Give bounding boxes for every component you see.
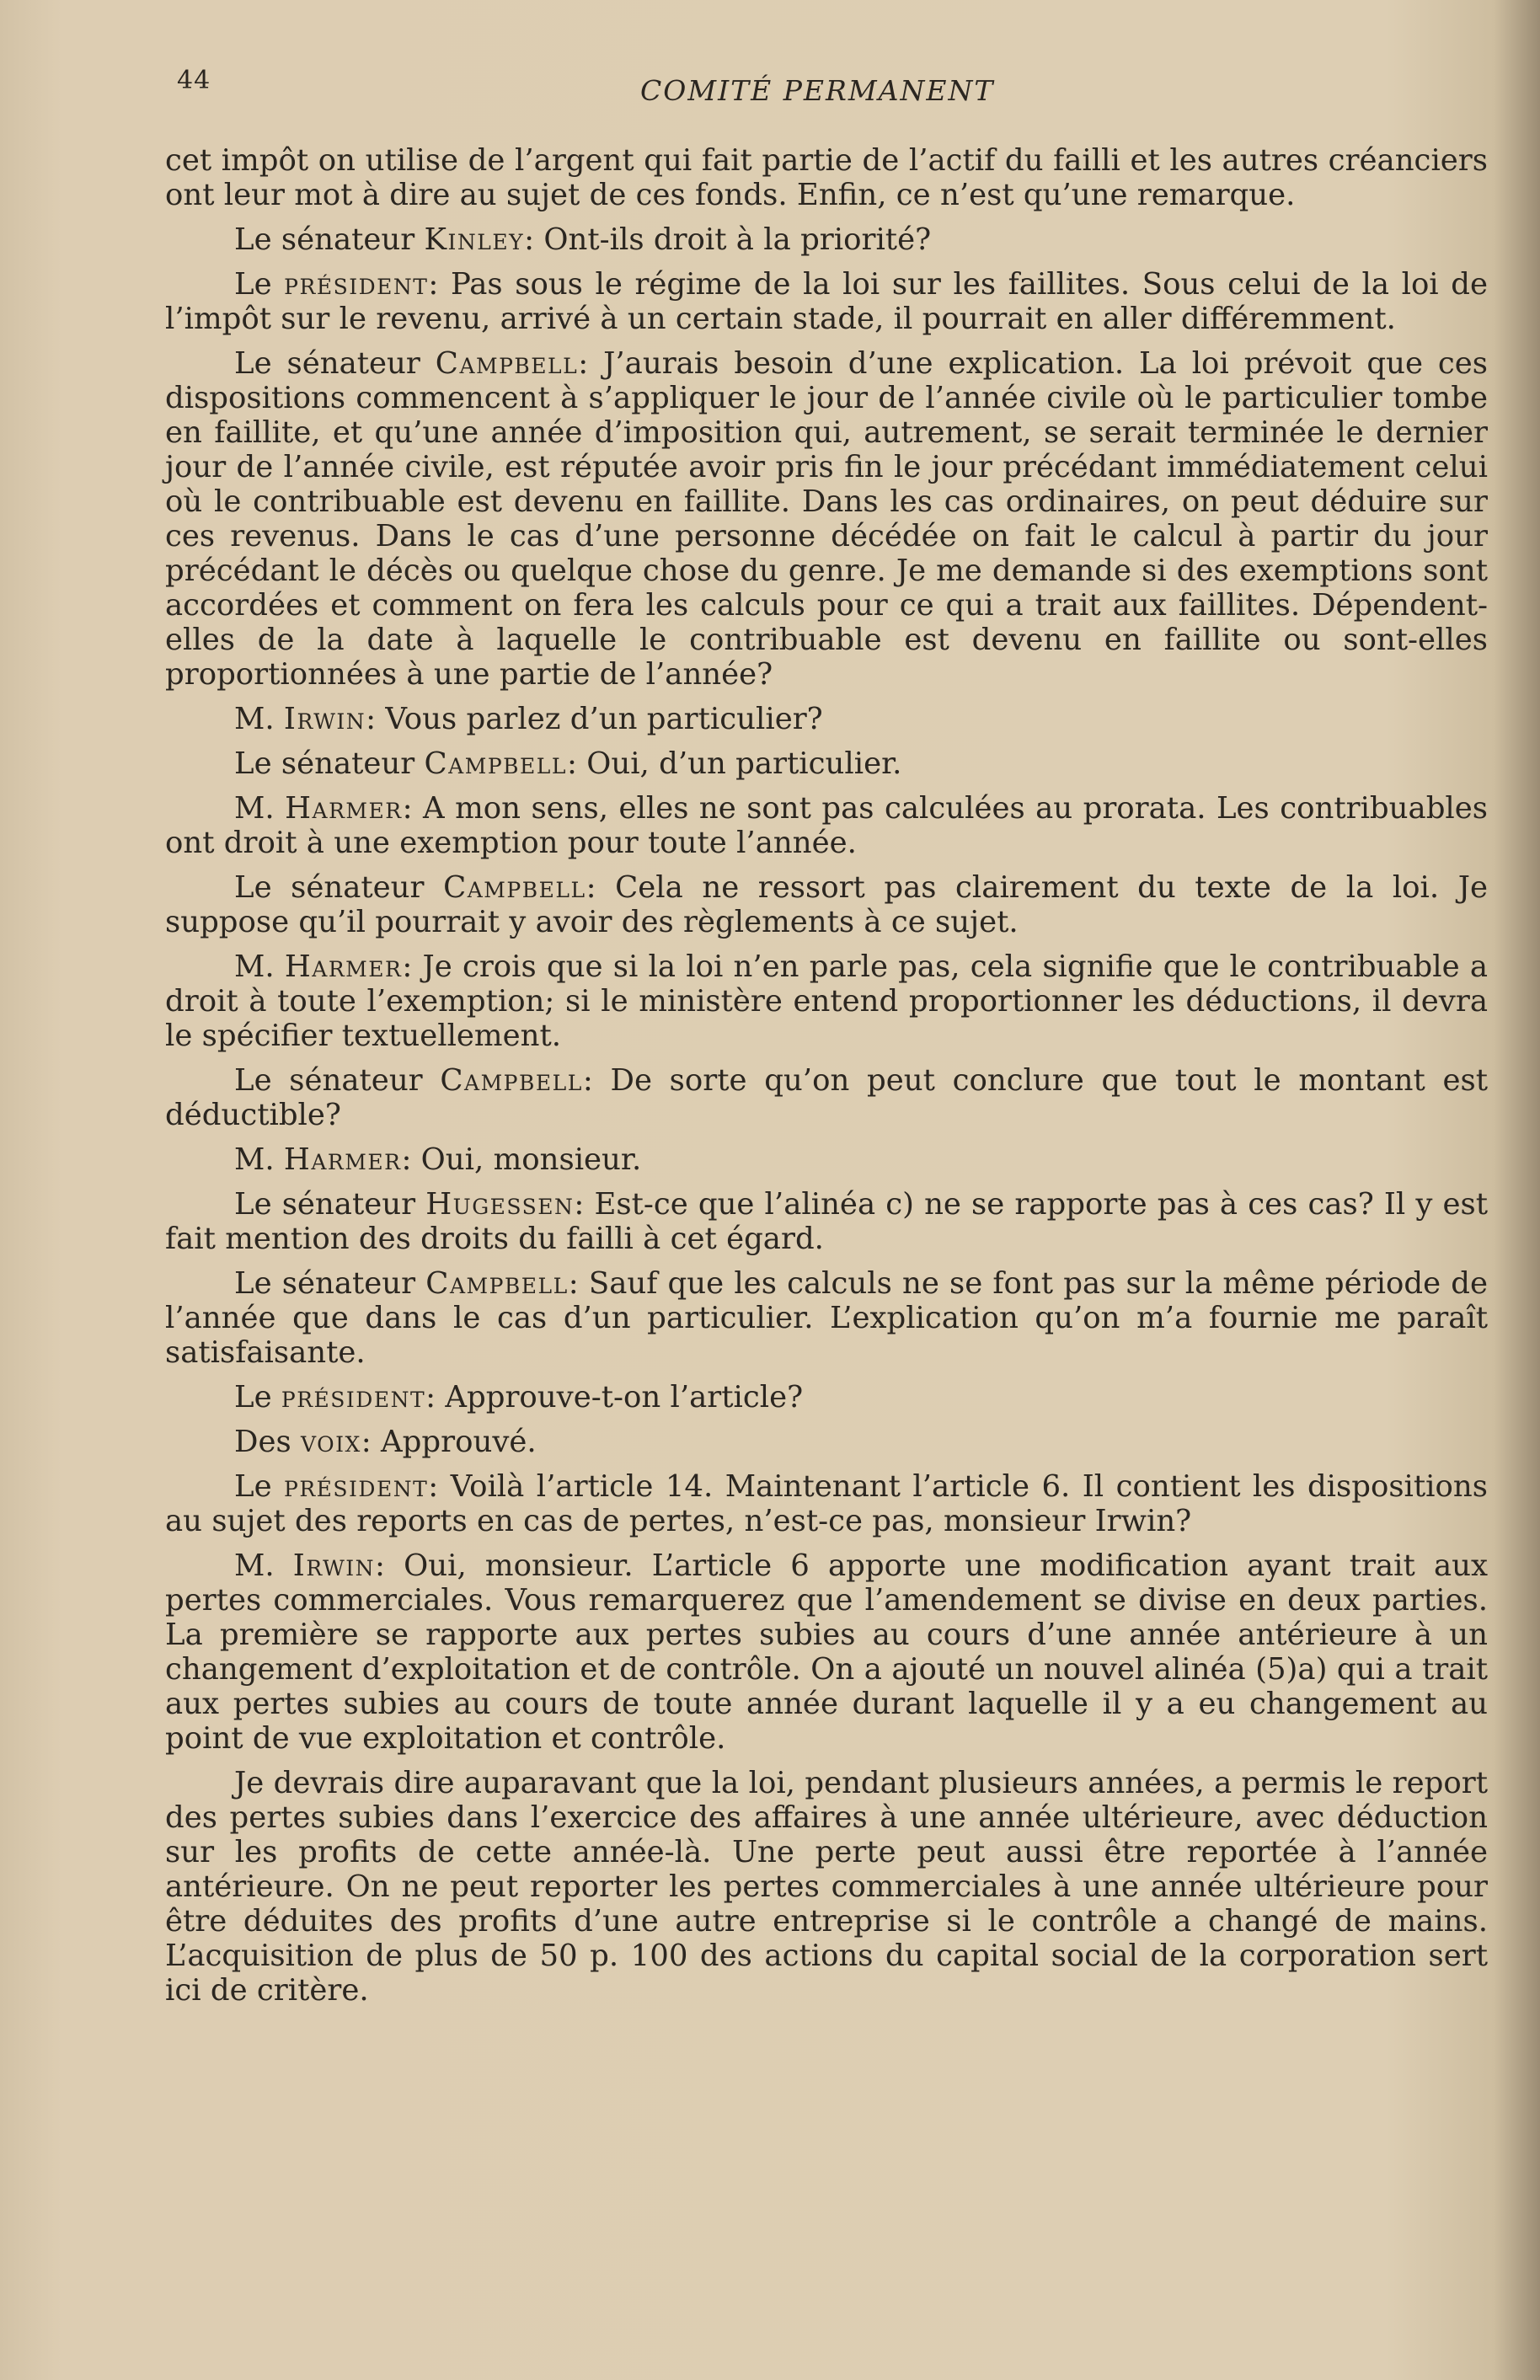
paragraph	[165, 222, 1488, 257]
paragraph	[165, 949, 1488, 1053]
paragraph	[165, 1266, 1488, 1370]
paragraph-text: : Oui, monsieur.	[401, 1142, 642, 1177]
speaker-name: Harmer	[284, 949, 403, 984]
speaker-prefix: Le sénateur	[234, 1063, 441, 1098]
paragraph	[165, 1766, 1488, 2008]
speaker-prefix: M.	[234, 702, 284, 736]
paragraph-text: Je devrais dire auparavant que la loi, pendant plusieurs années, a permis le report des pertes subies dans l’exercice des affaires à une année ultérieure, avec déduction sur les profits de cette année-là. Une perte peut aussi être reportée à l’année antérieure. On ne peut reporter les pertes commerciales à une année ultérieure pour être déduites des profits d’une autre entreprise si le contrôle a changé de mains. L’acquisition de plus de 50 p. 100 des actions du capital social de la corporation sert ici de critère.	[165, 1766, 1488, 2008]
paragraph	[165, 267, 1488, 336]
speaker-prefix: Le sénateur	[234, 746, 425, 781]
paragraph	[165, 746, 1488, 781]
speaker-prefix: Des	[234, 1425, 301, 1459]
paragraph	[165, 1142, 1488, 1177]
paragraph-text: : A mon sens, elles ne sont pas calculées au prorata. Les contribuables ont droit à une exemption pour toute l’année.	[165, 791, 1488, 860]
paragraph	[165, 702, 1488, 736]
paragraph-text: : De sorte qu’on peut conclure que tout le montant est déductible?	[165, 1063, 1488, 1132]
paragraph	[165, 791, 1488, 860]
paragraph-text: : Sauf que les calculs ne se font pas sur la même période de l’année que dans le cas d’un particulier. L’explication qu’on m’a fournie me paraît satisfaisante.	[165, 1266, 1489, 1370]
speaker-prefix: Le sénateur	[234, 870, 444, 905]
paragraph-text: : Cela ne ressort pas clairement du texte de la loi. Je suppose qu’il pourrait y avoir des règlements à ce sujet.	[165, 870, 1489, 939]
paragraph	[165, 1469, 1488, 1538]
running-title: COMITÉ PERMANENT	[640, 74, 995, 107]
speaker-prefix: Le	[234, 267, 285, 302]
speaker-prefix: M.	[234, 1548, 293, 1583]
paragraph-text: cet impôt on utilise de l’argent qui fait partie de l’actif du failli et les autres créanciers ont leur mot à dire au sujet de ces fonds. Enfin, ce n’est qu’une remarque.	[165, 143, 1488, 212]
speaker-name: Campbell	[435, 346, 579, 381]
paragraph-text: : Oui, d’un particulier.	[566, 746, 902, 781]
paragraph-text: : Approuvé.	[361, 1425, 537, 1459]
paragraph	[165, 1548, 1488, 1756]
speaker-name: Campbell	[424, 746, 567, 781]
paragraph	[165, 346, 1488, 692]
speaker-name: Campbell	[440, 1063, 583, 1098]
speaker-name: voix	[300, 1425, 361, 1459]
paragraph-text: : Approuve-t-on l’article?	[425, 1380, 804, 1415]
speaker-prefix: M.	[234, 1142, 284, 1177]
speaker-prefix: M.	[234, 791, 286, 826]
speaker-prefix: Le sénateur	[234, 1266, 426, 1301]
speaker-name: Campbell	[425, 1266, 569, 1301]
speaker-name: Irwin	[283, 702, 366, 736]
paragraph	[165, 143, 1488, 212]
paragraph-text: : Pas sous le régime de la loi sur les faillites. Sous celui de la loi de l’impôt sur le revenu, arrivé à un certain stade, il pourrait en aller différemment.	[165, 267, 1488, 336]
paragraph-text: : Ont-ils droit à la priorité?	[524, 222, 932, 257]
paragraph-text: : Est-ce que l’alinéa c) ne se rapporte pas à ces cas? Il y est fait mention des droits du failli à cet égard.	[165, 1187, 1489, 1256]
page-number: 44	[177, 66, 211, 95]
speaker-prefix: M.	[234, 949, 285, 984]
speaker-prefix: Le	[234, 1380, 281, 1415]
speaker-name: Kinley	[424, 222, 525, 257]
speaker-prefix: Le sénateur	[234, 1187, 426, 1222]
paragraph	[165, 1063, 1488, 1132]
body-text	[165, 143, 1488, 2018]
speaker-name: Hugessen	[425, 1187, 575, 1222]
speaker-prefix: Le sénateur	[234, 222, 425, 257]
paragraph	[165, 870, 1488, 939]
paragraph-text: : Oui, monsieur. L’article 6 apporte une modification ayant trait aux pertes commerciales. Vous remarquerez que l’amendement se divise en deux parties. La première se rapporte aux pertes subies au cours d’une année antérieure à un changement d’exploitation et de contrôle. On a ajouté un nouvel alinéa (5)a) qui a trait aux pertes subies au cours de toute année durant laquelle il y a eu changement au point de vue exploitation et contrôle.	[165, 1548, 1488, 1756]
paragraph-text: : Je crois que si la loi n’en parle pas, cela signifie que le contribuable a droit à toute l’exemption; si le ministère entend proportionner les déductions, il devra le spécifier textuellement.	[165, 949, 1489, 1053]
speaker-name: Harmer	[285, 791, 403, 826]
speaker-name: Campbell	[443, 870, 586, 905]
speaker-name: président	[281, 1380, 426, 1415]
paragraph	[165, 1380, 1488, 1415]
paragraph-text: : Vous parlez d’un particulier?	[366, 702, 823, 736]
speaker-name: Harmer	[283, 1142, 402, 1177]
speaker-prefix: Le	[234, 1469, 285, 1504]
paragraph-text: : J’aurais besoin d’une explication. La loi prévoit que ces dispositions commencent à s’appliquer le jour de l’année civile où le particulier tombe en faillite, et qu’une année d’imposition qui, autrement, se serait terminée le dernier jour de l’année civile, est réputée avoir pris fin le jour précédant immédiatement celui où le contribuable est devenu en faillite. Dans les cas ordinaires, on peut déduire sur ces revenus. Dans le cas d’une personne décédée on fait le calcul à partir du jour précédant le décès ou quelque chose du genre. Je me demande si des exemptions sont accordées et comment on fera les calculs pour ce qui a trait aux faillites. Dépendent-elles de la date à laquelle le contribuable est devenu en faillite ou sont-elles proportionnées à une partie de l’année?	[165, 346, 1489, 692]
speaker-name: Irwin	[292, 1548, 376, 1583]
paragraph-text: : Voilà l’article 14. Maintenant l’article 6. Il contient les dispositions au sujet des reports en cas de pertes, n’est-ce pas, monsieur Irwin?	[165, 1469, 1488, 1538]
paragraph	[165, 1425, 1488, 1459]
paragraph	[165, 1187, 1488, 1256]
speaker-prefix: Le sénateur	[234, 346, 436, 381]
speaker-name: président	[284, 1469, 429, 1504]
speaker-name: président	[284, 267, 429, 302]
